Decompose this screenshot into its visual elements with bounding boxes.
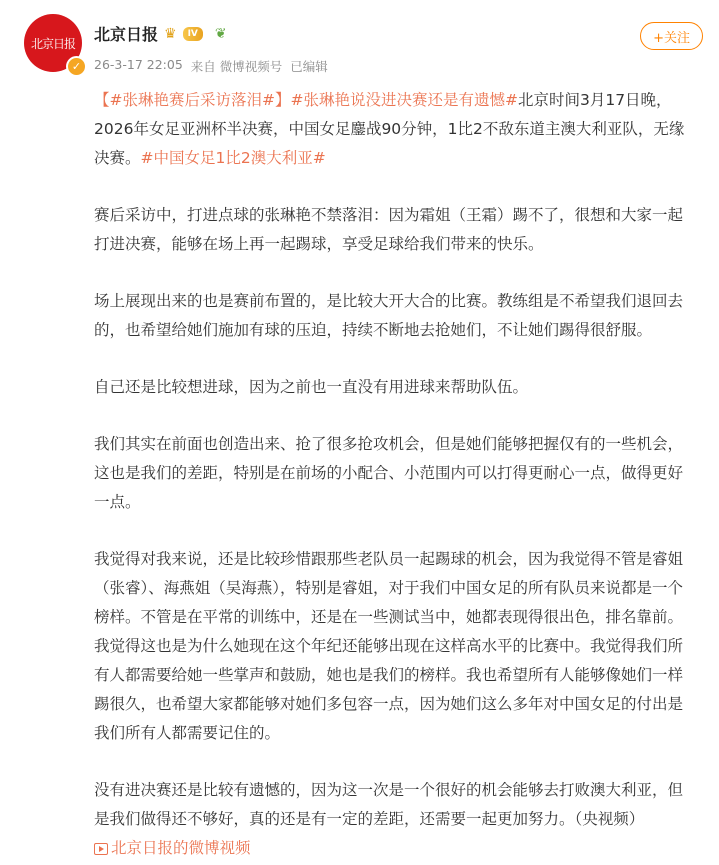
paragraph-7 bbox=[94, 776, 696, 865]
username[interactable]: 北京日报 bbox=[94, 25, 159, 44]
paragraph-2: 赛后采访中，打进点球的张琳艳不禁落泪：因为霜姐（王霜）踢不了，很想和大家一起打进决赛，能够在场上再一起踢球，享受足球给我们带来的快乐。 bbox=[94, 206, 684, 253]
edited-label: 已编辑 bbox=[290, 59, 328, 74]
level-badge: IV bbox=[183, 27, 203, 41]
paragraph-3: 场上展现出来的也是赛前布置的，是比较大开大合的比赛。教练组是不希望我们退回去的，也希望给她们施加有球的压迫，持续不断地去抢她们，不让她们踢得很舒服。 bbox=[94, 292, 684, 339]
crown-icon: ♛ bbox=[164, 25, 177, 42]
follow-button[interactable] bbox=[640, 22, 703, 50]
paragraph-6: 我觉得对我来说，还是比较珍惜跟那些老队员一起踢球的机会，因为我觉得不管是睿姐（张睿）、海燕姐（吴海燕），特别是睿姐，对于我们中国女足的所有队员来说都是一个榜样。不管是在平常的训练中，还是在一些测试当中，她都表现得很出色，排名靠前。我觉得这也是为什么她现在这个年纪还能够出现在这样高水平的比赛中。我觉得我们所有人都需要给她一些掌声和鼓励，她也是我们的榜样。我也希望所有人能够像她们一样踢很久，也希望大家都能够对她们多包容一点，因为她们这么多年对中国女足的付出是我们所有人都需要记住的。 bbox=[94, 550, 684, 742]
post-time[interactable]: 26-3-17 22:05 bbox=[94, 57, 183, 72]
video-icon bbox=[94, 843, 108, 855]
post-header bbox=[0, 0, 719, 86]
paragraph-5: 我们其实在前面也创造出来、抢了很多抢攻机会，但是她们能够把握仅有的一些机会，这也是我们的差距，特别是在前场的小配合、小范围内可以打得更耐心一点，做得更好一点。 bbox=[94, 435, 684, 511]
paragraph-text: 北京时间3月17日晚，2026年女足亚洲杯半决赛，中国女足鏖战90分钟，1比2不敌东道主澳大利亚队，无缘决赛。 bbox=[94, 91, 685, 167]
avatar-logo-text: 北京日报 bbox=[30, 36, 75, 51]
hashtag-link[interactable]: 【#张琳艳赛后采访落泪#】 bbox=[94, 91, 291, 109]
post-source: 来自 微博视频号 bbox=[190, 59, 283, 74]
follow-label: +关注 bbox=[653, 30, 690, 46]
sprout-icon: ❦ bbox=[214, 25, 227, 42]
name-row bbox=[94, 22, 227, 45]
paragraph-text: 没有进决赛还是比较有遗憾的，因为这一次是一个很好的机会能够去打败澳大利亚，但是我们做得还不够好，真的还是有一定的差距，还需要一起更加努力。（央视频） bbox=[94, 781, 684, 828]
paragraph-1 bbox=[94, 86, 696, 173]
paragraph-4: 自己还是比较想进球，因为之前也一直没有用进球来帮助队伍。 bbox=[94, 378, 529, 396]
post-meta bbox=[94, 57, 328, 75]
hashtag-link[interactable]: #中国女足1比2澳大利亚# bbox=[140, 149, 326, 167]
hashtag-link[interactable]: #张琳艳说没进决赛还是有遗憾# bbox=[290, 91, 518, 109]
video-link[interactable] bbox=[94, 834, 251, 863]
verified-icon: ✓ bbox=[66, 56, 87, 77]
post-content bbox=[0, 86, 719, 865]
video-link-label: 北京日报的微博视频 bbox=[111, 839, 251, 857]
